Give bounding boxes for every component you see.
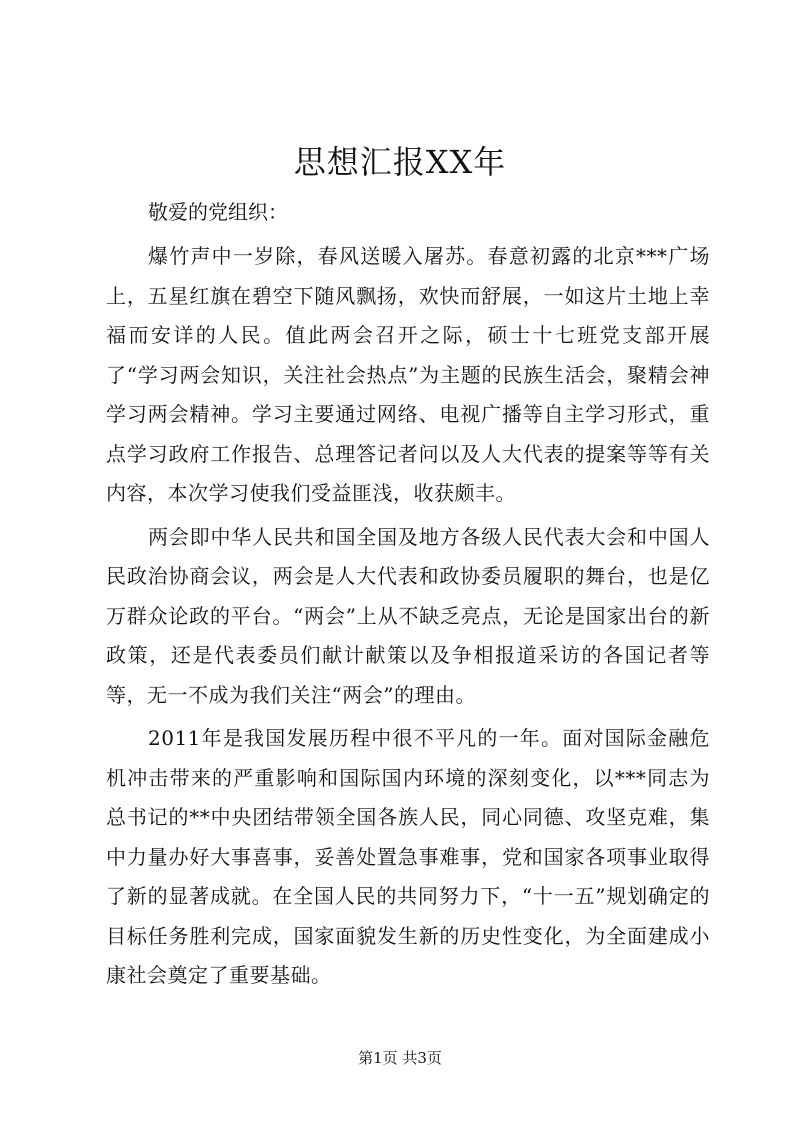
document-body [106, 190, 710, 996]
paragraph-2: 两会即中华人民共和国全国及地方各级人民代表大会和中国人民政治协商会议，两会是人大代表和政协委员履职的舞台，也是亿万群众论政的平台。“两会”上从不缺乏亮点，无论是国家出台的新政策，还是代表委员们献计献策以及争相报道采访的各国记者等等，无一不成为我们关注“两会”的理由。 [106, 524, 710, 707]
paragraph-3: 2011年是我国发展历程中很不平凡的一年。面对国际金融危机冲击带来的严重影响和国际国内环境的深刻变化，以***同志为总书记的**中央团结带领全国各族人民，同心同德、攻坚克难，集中力量办好大事喜事，妥善处置急事难事，党和国家各项事业取得了新的显著成就。在全国人民的共同努力下，“十一五”规划确定的目标任务胜利完成，国家面貌发生新的历史性变化，为全面建成小康社会奠定了重要基础。 [106, 726, 710, 987]
page-footer: 第1页 共3页 [358, 1049, 442, 1067]
salutation: 敬爱的党组织： [148, 200, 288, 224]
paragraph-1: 爆竹声中一岁除，春风送暖入屠苏。春意初露的北京***广场上，五星红旗在碧空下随风飘扬，欢快而舒展，一如这片土地上幸福而安详的人民。值此两会召开之际，硕士十七班党支部开展了“学习两会知识，关注社会热点”为主题的民族生活会，聚精会神学习两会精神。学习主要通过网络、电视广播等自主学习形式，重点学习政府工作报告、总理答记者问以及人大代表的提案等等有关内容，本次学习使我们受益匪浅，收获颇丰。 [106, 244, 710, 505]
document-title: 思想汇报XX年 [293, 143, 507, 181]
